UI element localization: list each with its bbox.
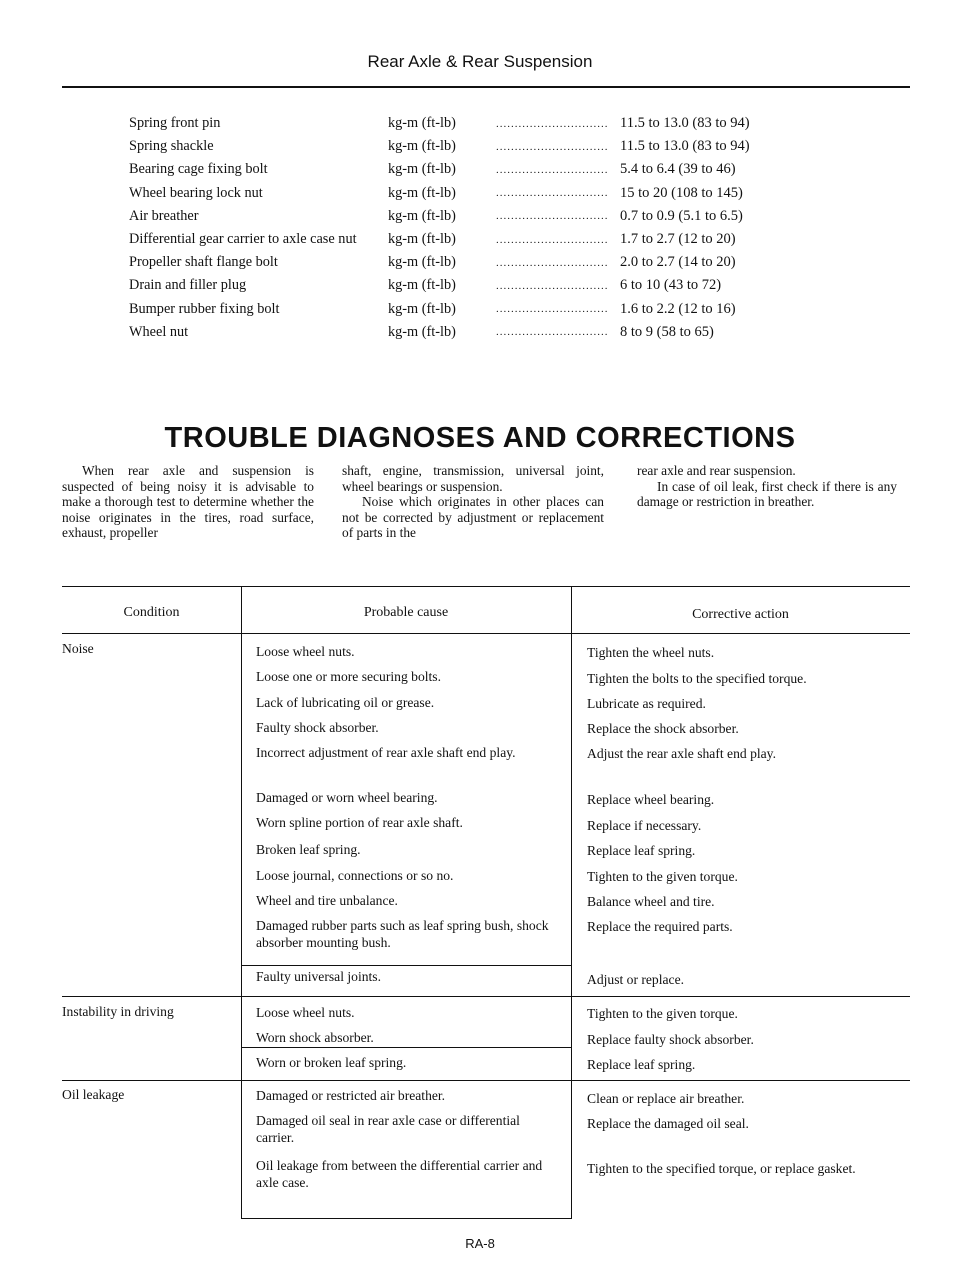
action-cell: Replace if necessary. [587,818,702,833]
spec-name: Drain and filler plug [129,277,247,294]
table-cause-divider [241,1047,572,1048]
spec-row [129,298,829,321]
cause-cell: Worn shock absorber. [256,1030,374,1045]
action-cell: Adjust the rear axle shaft end play. [587,746,776,761]
spec-name: Wheel nut [129,323,189,340]
cause-cell: Loose journal, connections or so no. [256,868,454,883]
intro-paragraph: rear axle and rear suspension. [637,463,796,478]
spec-value: 2.0 to 2.7 (14 to 20) [620,254,736,271]
spec-leader-dots: .............................. [496,233,609,246]
cause-cell: Loose wheel nuts. [256,644,355,659]
action-cell: Tighten to the specified torque, or replace gasket. [587,1161,856,1176]
spec-leader-dots: .............................. [496,117,609,130]
spec-value: 15 to 20 (108 to 145) [620,184,743,201]
action-cell: Adjust or replace. [587,972,685,987]
spec-value: 1.6 to 2.2 (12 to 16) [620,300,736,317]
spec-unit: kg-m (ft-lb) [388,161,456,178]
spec-leader-dots: .............................. [496,256,609,269]
spec-leader-dots: .............................. [496,140,609,153]
spec-value: 8 to 9 (58 to 65) [620,323,714,340]
cause-cell: Loose wheel nuts. [256,1005,355,1020]
spec-leader-dots: .............................. [496,326,609,339]
action-cell: Tighten to the given torque. [587,1006,738,1021]
spec-name: Wheel bearing lock nut [129,184,263,201]
spec-leader-dots: .............................. [496,303,609,316]
cause-cell: Damaged or worn wheel bearing. [256,790,438,805]
spec-value: 1.7 to 2.7 (12 to 20) [620,231,736,248]
table-group-divider [62,996,910,997]
table-column-divider [571,587,572,1218]
spec-leader-dots: .............................. [496,163,609,176]
table-group-divider [62,1080,910,1081]
spec-unit: kg-m (ft-lb) [388,231,456,248]
spec-value: 11.5 to 13.0 (83 to 94) [620,115,750,132]
action-cell: Replace the required parts. [587,919,733,934]
spec-unit: kg-m (ft-lb) [388,184,456,201]
spec-row [129,135,829,158]
cause-cell: Lack of lubricating oil or grease. [256,695,435,710]
spec-leader-dots: .............................. [496,187,609,200]
section-title: TROUBLE DIAGNOSES AND CORRECTIONS [164,422,796,454]
spec-value: 5.4 to 6.4 (39 to 46) [620,161,736,178]
page-number: RA-8 [465,1236,495,1251]
spec-row [129,321,829,344]
spec-name: Differential gear carrier to axle case nut [129,231,357,248]
spec-row [129,228,829,251]
action-cell: Lubricate as required. [587,696,706,711]
condition-noise: Noise [62,641,94,656]
action-cell: Clean or replace air breather. [587,1091,745,1106]
header-corrective-action: Corrective action [692,607,789,622]
spec-name: Bearing cage fixing bolt [129,161,268,178]
spec-unit: kg-m (ft-lb) [388,323,456,340]
action-cell: Replace the shock absorber. [587,721,739,736]
intro-column-3 [637,463,897,510]
cause-cell: Wheel and tire unbalance. [256,893,398,908]
action-cell: Tighten the bolts to the specified torque. [587,671,807,686]
header-probable-cause: Probable cause [363,605,449,620]
header-divider [62,86,910,88]
spec-unit: kg-m (ft-lb) [388,115,456,132]
spec-unit: kg-m (ft-lb) [388,277,456,294]
action-cell: Replace leaf spring. [587,843,696,858]
cause-cell: Incorrect adjustment of rear axle shaft end play. [256,745,516,760]
spec-value: 0.7 to 0.9 (5.1 to 6.5) [620,207,743,224]
condition-oil-leakage: Oil leakage [62,1087,125,1102]
action-cell: Replace leaf spring. [587,1057,696,1072]
intro-paragraph: Noise which originates in other places can not be corrected by adjustment or replacement of parts in the [342,494,604,541]
spec-name: Spring front pin [129,115,221,132]
page-header-title: Rear Axle & Rear Suspension [367,52,593,71]
spec-row [129,205,829,228]
table-header-rule [62,633,910,634]
spec-name: Propeller shaft flange bolt [129,254,278,271]
spec-row [129,251,829,274]
action-cell: Balance wheel and tire. [587,894,715,909]
cause-cell: Damaged or restricted air breather. [256,1088,446,1103]
header-condition: Condition [123,605,180,620]
spec-row [129,182,829,205]
action-cell: Tighten the wheel nuts. [587,645,715,660]
cause-cell: Damaged oil seal in rear axle case or differential carrier. [256,1113,520,1145]
spec-name: Bumper rubber fixing bolt [129,300,280,317]
action-cell: Tighten to the given torque. [587,869,738,884]
cause-cell: Loose one or more securing bolts. [256,669,441,684]
table-top-rule [62,586,910,587]
spec-unit: kg-m (ft-lb) [388,207,456,224]
condition-instability: Instability in driving [62,1004,174,1019]
intro-column-1 [62,463,314,541]
cause-cell: Oil leakage from between the differential carrier and axle case. [256,1158,543,1190]
spec-unit: kg-m (ft-lb) [388,300,456,317]
intro-paragraph: In case of oil leak, first check if there is any damage or restriction in breather. [637,478,897,510]
spec-row [129,274,829,297]
table-bottom-rule [241,1218,572,1219]
intro-column-2 [342,463,604,541]
action-cell: Replace wheel bearing. [587,792,715,807]
cause-cell: Faulty shock absorber. [256,720,379,735]
cause-cell: Worn spline portion of rear axle shaft. [256,815,463,830]
action-cell: Replace faulty shock absorber. [587,1032,754,1047]
spec-row [129,112,829,135]
spec-value: 6 to 10 (43 to 72) [620,277,722,294]
cause-cell: Worn or broken leaf spring. [256,1055,407,1070]
spec-row [129,158,829,181]
cause-cell: Damaged rubber parts such as leaf spring bush, shock absorber mounting bush. [256,918,549,950]
cause-cell: Broken leaf spring. [256,842,361,857]
spec-unit: kg-m (ft-lb) [388,254,456,271]
action-cell: Replace the damaged oil seal. [587,1116,749,1131]
spec-value: 11.5 to 13.0 (83 to 94) [620,138,750,155]
torque-spec-list [129,112,829,344]
cause-cell: Faulty universal joints. [256,969,381,984]
spec-name: Spring shackle [129,138,214,155]
spec-unit: kg-m (ft-lb) [388,138,456,155]
table-cause-divider [241,965,572,966]
table-column-divider [241,587,242,1218]
intro-paragraph: When rear axle and suspension is suspected of being noisy it is advisable to make a thorough test to determine whether the noise originates in the tires, road surface, exhaust, propeller [62,463,314,541]
spec-name: Air breather [129,207,199,224]
intro-paragraph: shaft, engine, transmission, universal joint, wheel bearings or suspension. [342,463,604,494]
spec-leader-dots: .............................. [496,210,609,223]
spec-leader-dots: .............................. [496,279,609,292]
